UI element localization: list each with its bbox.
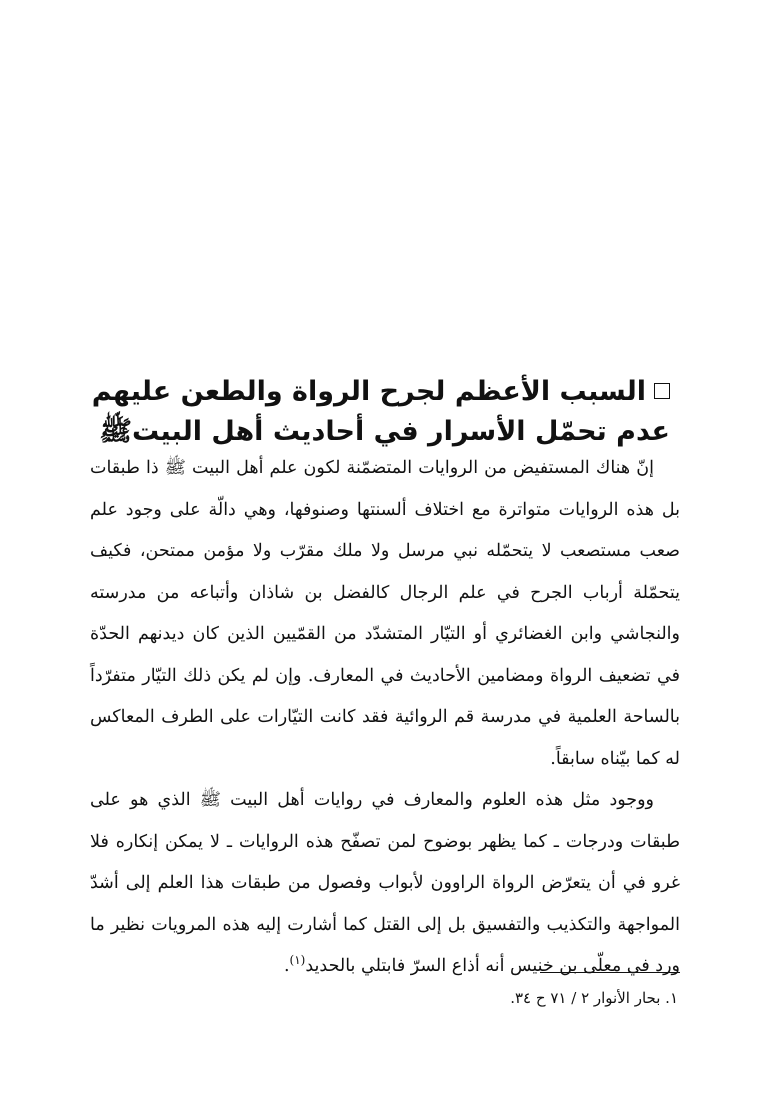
section-heading — [90, 372, 670, 452]
footnote-divider — [540, 972, 680, 973]
heading-line-2: عدم تحمّل الأسرار في أحاديث أهل البيتﷺ — [99, 416, 670, 448]
paragraph-2-text: ووجود مثل هذه العلوم والمعارف في روايات أهل البيت ﷺ الذي هو على طبقات ودرجات ـ كما يظهر بوضوح لمن تصفّح هذه الروايات ـ لا يمكن إنكاره فلا غرو في أن يتعرّض الرواة الراوون لأبواب وفصول من طبقات هذا العلم إلى أشدّ المواجهة والتكذيب والتفسيق بل إلى القتل كما أشارت إليه هذه المرويات نظير ما ورد في معلّى بن خنيس أنه أذاع السرّ فابتلي بالحديد — [90, 790, 680, 976]
footnote: ١. بحار الأنوار ٢ / ٧١ ح ٣٤. — [510, 989, 678, 1007]
heading-line-1 — [90, 372, 670, 412]
heading-line-1-text: السبب الأعظم لجرح الرواة والطعن عليهم — [91, 376, 646, 408]
square-bullet-icon — [654, 383, 670, 399]
paragraph-2: ووجود مثل هذه العلوم والمعارف في روايات أهل البيت ﷺ الذي هو على طبقات ودرجات ـ كما يظهر بوضوح لمن تصفّح هذه الروايات ـ لا يمكن إنكاره فلا غرو في أن يتعرّض الرواة الراوون لأبواب وفصول من طبقات هذا العلم إلى أشدّ المواجهة والتكذيب والتفسيق بل إلى القتل كما أشارت إليه هذه المرويات نظير ما ورد في معلّى بن خنيس أنه أذاع السرّ فابتلي بالحديد$^{(١)}$. — [90, 790, 680, 976]
paragraph-1: إنّ هناك المستفيض من الروايات المتضمّنة لكون علم أهل البيت ﷺ ذا طبقات بل هذه الروايات متواترة مع اختلاف ألسنتها وصنوفها، وهي دالّة على وجود علم صعب مستصعب لا يتحمّله نبي مرسل ولا ملك مقرّب ولا مؤمن ممتحن، فكيف يتحمّلة أرباب الجرح في علم الرجال كالفضل بن شاذان وأتباعه من مدرسته والنجاشي وابن الغضائري أو التيّار المتشدّد من القمّيين الذين كان ديدنهم الحدّة في تضعيف الرواة ومضامين الأحاديث في المعارف. وإن لم يكن ذلك التيّار متفرّداً بالساحة العلمية في مدرسة قم الروائية فقد كانت التيّارات على الطرف المعاكس له كما بيّناه سابقاً. — [90, 458, 680, 769]
footnote-marker: (١) — [289, 953, 306, 968]
body-text — [90, 448, 680, 988]
